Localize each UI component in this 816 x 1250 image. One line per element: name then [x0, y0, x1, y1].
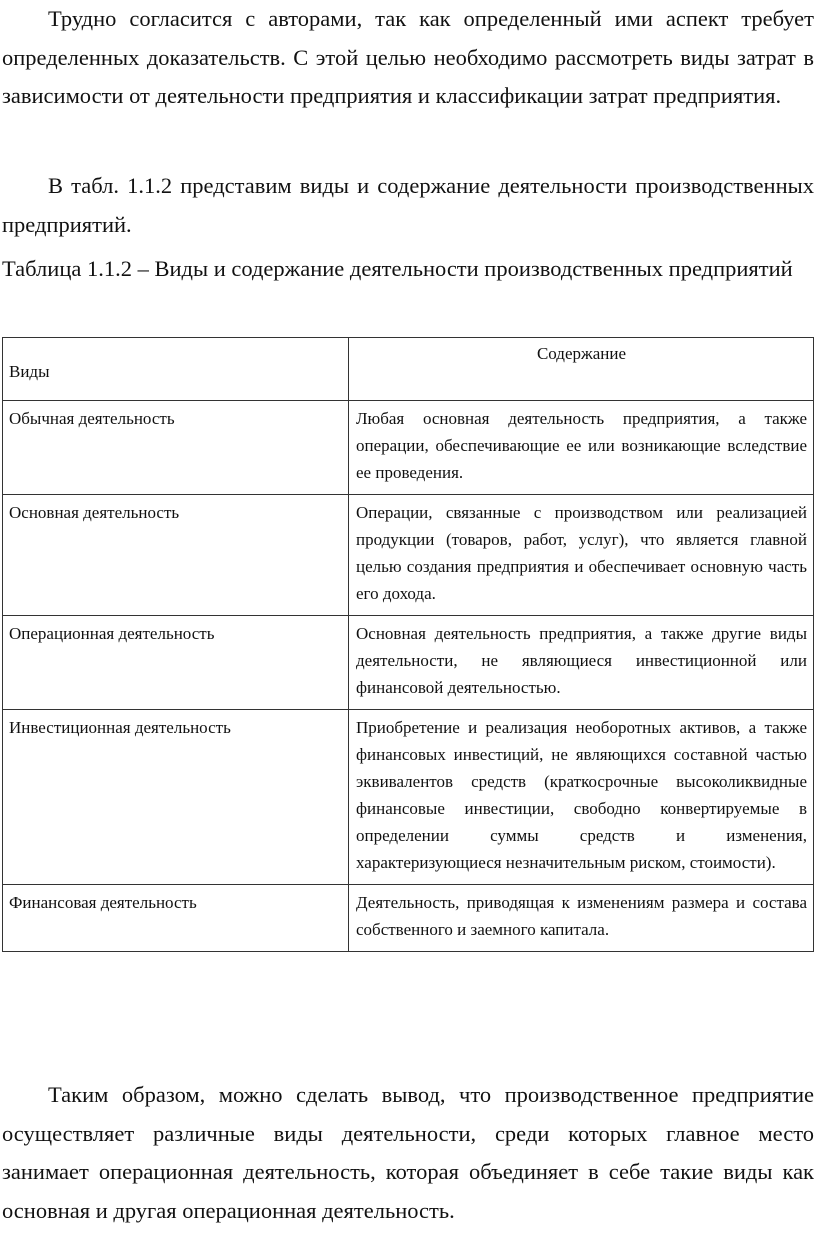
table-caption: Таблица 1.1.2 – Виды и содержание деятельности производственных предприятий: [2, 256, 793, 281]
table-row: [3, 616, 814, 710]
table-row: [3, 401, 814, 495]
row-content-cell: Основная деятельность предприятия, а также другие виды деятельности, не являющиеся инвестиционной или финансовой деятельностью.: [349, 616, 814, 710]
row-content-cell: Любая основная деятельность предприятия, а также операции, обеспечивающие ее или возникающие вследствие ее проведения.: [349, 401, 814, 495]
row-content-cell: Деятельность, приводящая к изменениям размера и состава собственного и заемного капитала.: [349, 885, 814, 952]
row-type-cell: Обычная деятельность: [3, 401, 349, 495]
intro-paragraph: Трудно согласится с авторами, так как определенный ими аспект требует определенных доказательств. С этой целью необходимо рассмотреть виды затрат в зависимости от деятельности предприятия и классификации затрат предприятия.: [2, 6, 814, 108]
table-row: [3, 710, 814, 885]
row-type-cell: Основная деятельность: [3, 495, 349, 616]
row-content-cell: Приобретение и реализация необоротных активов, а также финансовых инвестиций, не являющихся составной частью эквивалентов средств (краткосрочные высоколиквидные финансовые инвестиции, свободно конвертируемые в определении суммы средств и изменения, характеризующиеся незначительным риском, стоимости).: [349, 710, 814, 885]
table-row: [3, 495, 814, 616]
table-reference-paragraph: В табл. 1.1.2 представим виды и содержание деятельности производственных предприятий.: [2, 173, 814, 237]
row-type-cell: Инвестиционная деятельность: [3, 710, 349, 885]
conclusion-paragraph: Таким образом, можно сделать вывод, что производственное предприятие осуществляет различные виды деятельности, среди которых главное место занимает операционная деятельность, которая объединяет в себе такие виды как основная и другая операционная деятельность.: [2, 1082, 814, 1223]
row-type-cell: Финансовая деятельность: [3, 885, 349, 952]
header-content: Содержание: [349, 338, 814, 401]
activity-types-table: [2, 337, 814, 952]
row-content-cell: Операции, связанные с производством или реализацией продукции (товаров, работ, услуг), что является главной целью создания предприятия и обеспечивает основную часть его дохода.: [349, 495, 814, 616]
header-types: Виды: [3, 338, 349, 401]
table-row: [3, 885, 814, 952]
row-type-cell: Операционная деятельность: [3, 616, 349, 710]
table-header-row: [3, 338, 814, 401]
